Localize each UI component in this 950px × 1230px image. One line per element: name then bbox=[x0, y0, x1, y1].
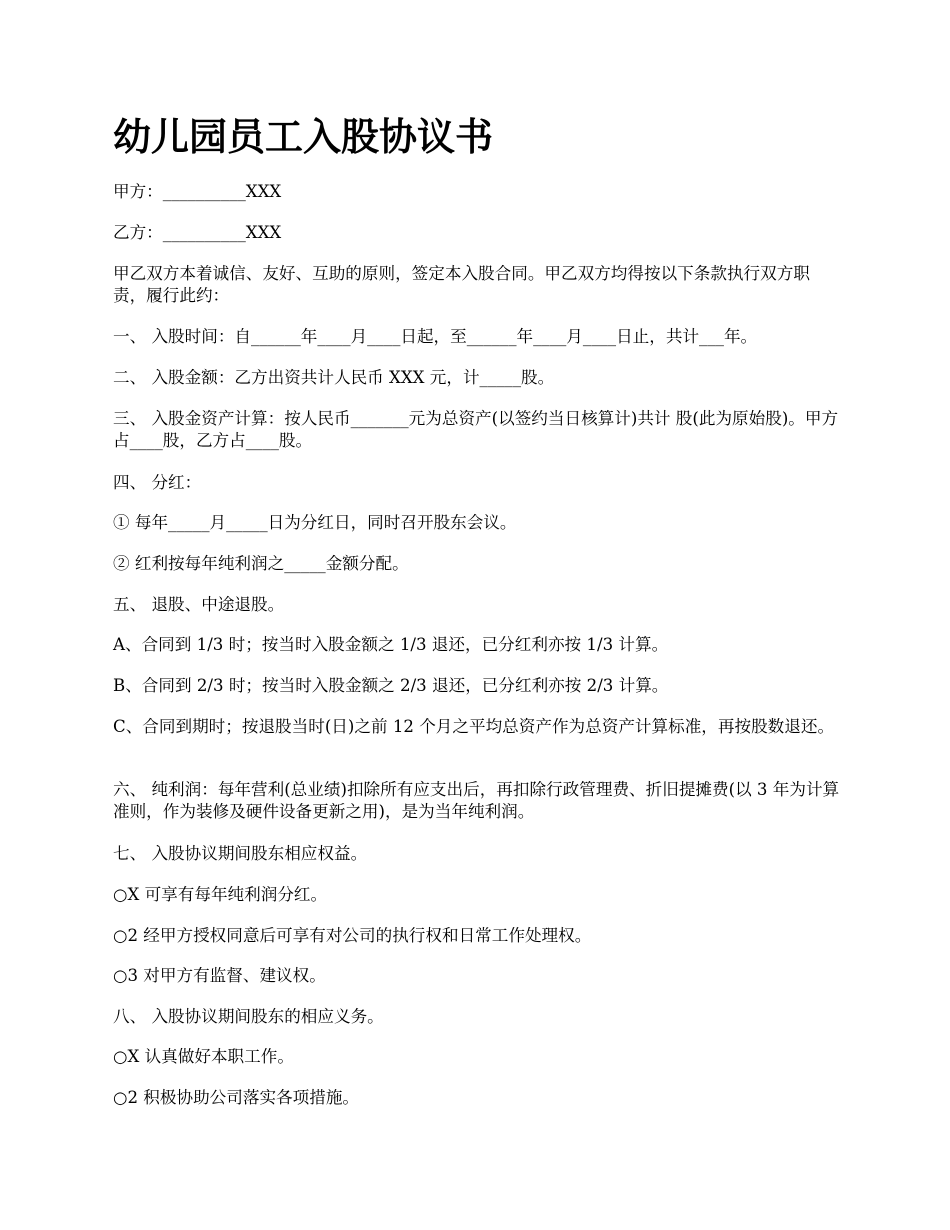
clause-4-dividend: 四、 分红： bbox=[113, 473, 202, 492]
dividend-item-2: ② 红利按每年纯利润之_____金额分配。 bbox=[113, 554, 409, 573]
withdrawal-item-c: C、合同到期时；按退股当时(日)之前 12 个月之平均总资产作为总资产计算标准，再按股数退还。 bbox=[113, 717, 835, 736]
party-b-line: 乙方：__________XXX bbox=[113, 223, 282, 242]
clause-2-investment-amount: 二、 入股金额：乙方出资共计人民币 XXX 元，计_____股。 bbox=[113, 368, 555, 387]
clause-5-withdrawal: 五、 退股、中途退股。 bbox=[113, 595, 285, 614]
clause-8-shareholder-obligations: 八、 入股协议期间股东的相应义务。 bbox=[113, 1007, 384, 1026]
clause-7-shareholder-rights: 七、 入股协议期间股东相应权益。 bbox=[113, 844, 368, 863]
rights-item-1: ○X 可享有每年纯利润分红。 bbox=[113, 885, 328, 904]
document-title: 幼儿园员工入股协议书 bbox=[113, 115, 494, 159]
clause-6-net-profit: 六、 纯利润：每年营利(总业绩)扣除所有应支出后，再扣除行政管理费、折旧提摊费(以 3 年为计算准则，作为装修及硬件设备更新之用)，是为当年纯利润。 bbox=[113, 780, 840, 821]
obligations-item-1: ○X 认真做好本职工作。 bbox=[113, 1047, 294, 1066]
party-a-line: 甲方：__________XXX bbox=[113, 182, 282, 201]
dividend-item-1: ① 每年_____月_____日为分红日，同时召开股东会议。 bbox=[113, 513, 517, 532]
withdrawal-item-b: B、合同到 2/3 时；按当时入股金额之 2/3 退还，已分红利亦按 2/3 计算。 bbox=[113, 676, 669, 695]
obligations-item-2: ○2 积极协助公司落实各项措施。 bbox=[113, 1088, 360, 1107]
withdrawal-item-a: A、合同到 1/3 时；按当时入股金额之 1/3 退还，已分红利亦按 1/3 计算。 bbox=[113, 635, 669, 654]
intro-paragraph: 甲乙双方本着诚信、友好、互助的原则，签定本入股合同。甲乙双方均得按以下条款执行双方职责，履行此约： bbox=[113, 264, 810, 305]
rights-item-2: ○2 经甲方授权同意后可享有对公司的执行权和日常工作处理权。 bbox=[113, 926, 592, 945]
rights-item-3: ○3 对甲方有监督、建议权。 bbox=[113, 966, 326, 985]
clause-3-asset-calculation: 三、 入股金资产计算：按人民币_______元为总资产(以签约当日核算计)共计 股(此为原始股)。甲方占____股，乙方占____股。 bbox=[113, 409, 839, 450]
clause-1-investment-period: 一、 入股时间：自______年____月____日起，至______年____月____日止，共计___年。 bbox=[113, 327, 758, 346]
